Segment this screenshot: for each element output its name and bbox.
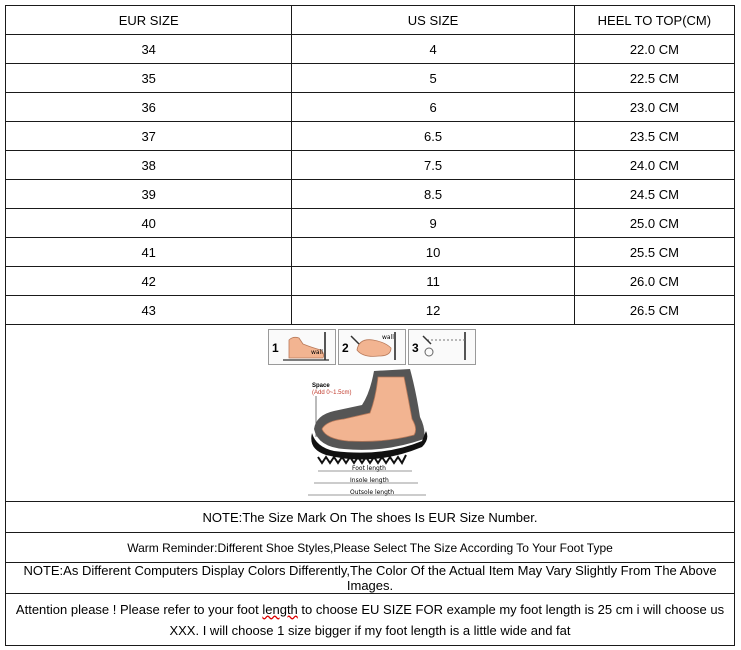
eur-size-cell: 39 (6, 180, 292, 209)
us-size-cell: 9 (292, 209, 574, 238)
table-row (6, 151, 735, 180)
heel-to-top-cell: 23.5 CM (574, 122, 734, 151)
heel-to-top-cell: 24.5 CM (574, 180, 734, 209)
size-chart-table (5, 5, 735, 646)
measure-step-2 (338, 329, 406, 365)
eur-size-cell: 43 (6, 296, 292, 325)
foot-in-shoe-icon (304, 367, 454, 497)
attention-text-end: to choose EU SIZE FOR example my foot length is 25 cm i will choose us XXX. I will choose 1 size bigger if my foot length is a little wide and fat (169, 601, 725, 638)
warm-reminder-note: Warm Reminder:Different Shoe Styles,Please Select The Size According To Your Foot Type (6, 533, 735, 563)
note-row (6, 502, 735, 533)
size-mark-note: NOTE:The Size Mark On The shoes Is EUR Size Number. (6, 502, 735, 533)
us-size-cell: 5 (292, 64, 574, 93)
us-size-cell: 6 (292, 93, 574, 122)
heel-to-top-cell: 25.5 CM (574, 238, 734, 267)
foot-measure-illustration (6, 325, 735, 502)
heel-to-top-cell: 26.0 CM (574, 267, 734, 296)
table-row (6, 267, 735, 296)
heel-to-top-cell: 26.5 CM (574, 296, 734, 325)
eur-size-cell: 36 (6, 93, 292, 122)
header-row (6, 6, 735, 35)
outsole-length-label: Outsole length (350, 489, 395, 496)
table-row (6, 93, 735, 122)
us-size-cell: 8.5 (292, 180, 574, 209)
measure-steps (268, 329, 476, 365)
step-number: 3 (412, 341, 419, 355)
heel-to-top-cell: 22.5 CM (574, 64, 734, 93)
us-size-cell: 11 (292, 267, 574, 296)
header-eur-size: EUR SIZE (6, 6, 292, 35)
foot-length-label: Foot length (352, 465, 386, 472)
table-row (6, 238, 735, 267)
space-label: Space (312, 383, 330, 389)
us-size-cell: 12 (292, 296, 574, 325)
heel-to-top-cell: 22.0 CM (574, 35, 734, 64)
attention-text-length: length (262, 601, 298, 617)
table-row (6, 180, 735, 209)
step-number: 1 (272, 341, 279, 355)
attention-text-start: Attention please ! Please refer to your foot (15, 601, 263, 617)
measure-step-3 (408, 329, 476, 365)
wall-label: wall (311, 349, 323, 356)
us-size-cell: 4 (292, 35, 574, 64)
header-heel-to-top: HEEL TO TOP(CM) (574, 6, 734, 35)
step-number: 2 (342, 341, 349, 355)
note-row (6, 563, 735, 594)
eur-size-cell: 41 (6, 238, 292, 267)
space-add-label: (Add 0~1.5cm) (312, 390, 352, 396)
table-row (6, 122, 735, 151)
heel-to-top-cell: 23.0 CM (574, 93, 734, 122)
eur-size-cell: 40 (6, 209, 292, 238)
eur-size-cell: 38 (6, 151, 292, 180)
measure-step-1 (268, 329, 336, 365)
header-us-size: US SIZE (292, 6, 574, 35)
insole-length-label: Insole length (350, 477, 389, 484)
eur-size-cell: 42 (6, 267, 292, 296)
color-note: NOTE:As Different Computers Display Colors Differently,The Color Of the Actual Item May Vary Slightly From The Above Images. (6, 563, 735, 594)
us-size-cell: 10 (292, 238, 574, 267)
eur-size-cell: 37 (6, 122, 292, 151)
table-row (6, 64, 735, 93)
attention-note (6, 594, 735, 646)
heel-to-top-cell: 24.0 CM (574, 151, 734, 180)
us-size-cell: 7.5 (292, 151, 574, 180)
eur-size-cell: 35 (6, 64, 292, 93)
table-row (6, 209, 735, 238)
table-row (6, 296, 735, 325)
note-row (6, 594, 735, 646)
us-size-cell: 6.5 (292, 122, 574, 151)
illustration-row (6, 325, 735, 502)
eur-size-cell: 34 (6, 35, 292, 64)
wall-label: wall (382, 334, 394, 341)
heel-to-top-cell: 25.0 CM (574, 209, 734, 238)
table-row (6, 35, 735, 64)
note-row (6, 533, 735, 563)
